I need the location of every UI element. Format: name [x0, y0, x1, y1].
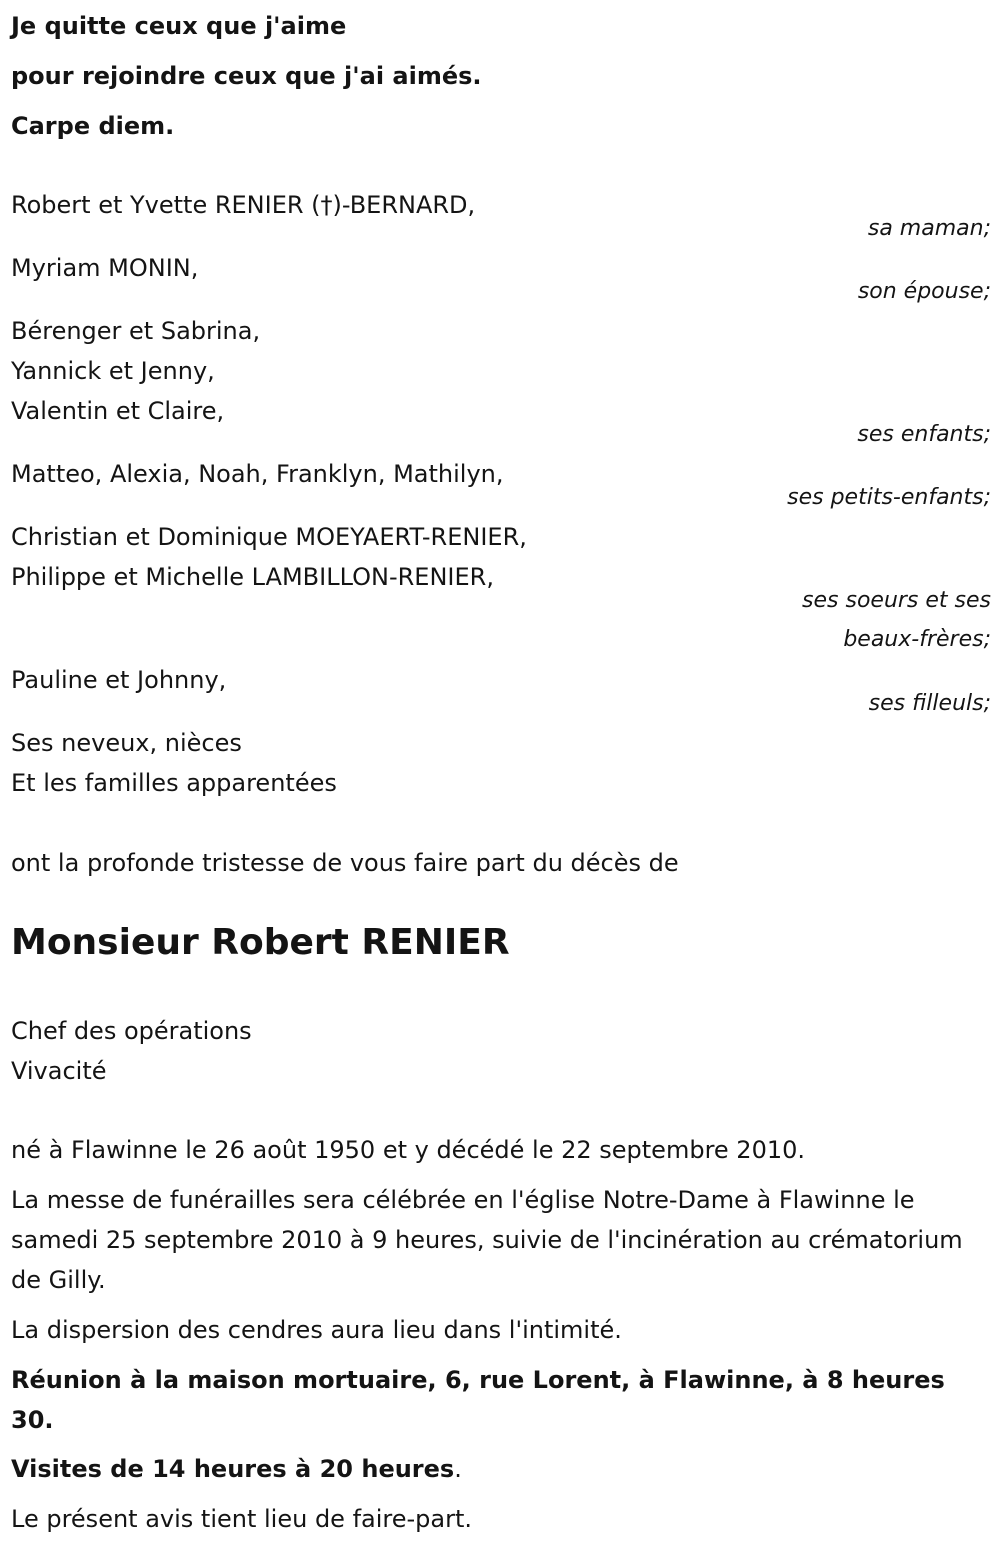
birth-death-text: né à Flawinne le 26 août 1950 et y décédé le 22 septembre 2010.	[11, 1136, 806, 1164]
family-sibling-2: Philippe et Michelle LAMBILLON-RENIER,	[11, 563, 494, 591]
deceased-name: Monsieur Robert RENIER	[11, 922, 510, 963]
visits-line	[11, 1449, 462, 1489]
family-child-1: Bérenger et Sabrina,	[11, 317, 261, 345]
family-spouse-relation: son épouse;	[857, 279, 991, 304]
family-children-relation: ses enfants;	[857, 422, 991, 447]
epigraph-line-1: Je quitte ceux que j'aime	[11, 12, 347, 40]
announcement-text: ont la profonde tristesse de vous faire part du décès de	[11, 849, 679, 877]
family-mother-names: Robert et Yvette RENIER (†)-BERNARD,	[11, 191, 476, 219]
family-godchildren-relation: ses filleuls;	[868, 691, 991, 716]
deceased-title-1: Chef des opérations	[11, 1017, 252, 1045]
family-grandchildren-names: Matteo, Alexia, Noah, Franklyn, Mathilyn,	[11, 460, 504, 488]
family-siblings-relation-line-1: ses soeurs et ses	[802, 588, 991, 613]
funeral-text: La messe de funérailles sera célébrée en l'église Notre-Dame à Flawinne le samedi 25 septembre 2010 à 9 heures, suivie de l'incinération au crématorium de Gilly.	[11, 1186, 963, 1294]
family-child-3: Valentin et Claire,	[11, 397, 225, 425]
notice-text: Le présent avis tient lieu de faire-part.	[11, 1505, 473, 1533]
family-spouse-names: Myriam MONIN,	[11, 254, 199, 282]
family-others-line-1: Ses neveux, nièces	[11, 729, 242, 757]
deceased-title-2: Vivacité	[11, 1057, 107, 1085]
family-child-2: Yannick et Jenny,	[11, 357, 215, 385]
visits-period: .	[454, 1455, 462, 1483]
meeting-text: Réunion à la maison mortuaire, 6, rue Lorent, à Flawinne, à 8 heures 30.	[11, 1366, 945, 1434]
epigraph-line-3: Carpe diem.	[11, 112, 175, 140]
family-others-line-2: Et les familles apparentées	[11, 769, 337, 797]
family-grandchildren-relation: ses petits-enfants;	[787, 485, 991, 510]
family-mother-relation: sa maman;	[867, 216, 991, 241]
epigraph-line-2: pour rejoindre ceux que j'ai aimés.	[11, 62, 482, 90]
ashes-text: La dispersion des cendres aura lieu dans l'intimité.	[11, 1316, 622, 1344]
family-godchildren-names: Pauline et Johnny,	[11, 666, 227, 694]
visits-text: Visites de 14 heures à 20 heures	[11, 1455, 455, 1483]
family-sibling-1: Christian et Dominique MOEYAERT-RENIER,	[11, 523, 527, 551]
family-siblings-relation-line-2: beaux-frères;	[843, 627, 991, 652]
